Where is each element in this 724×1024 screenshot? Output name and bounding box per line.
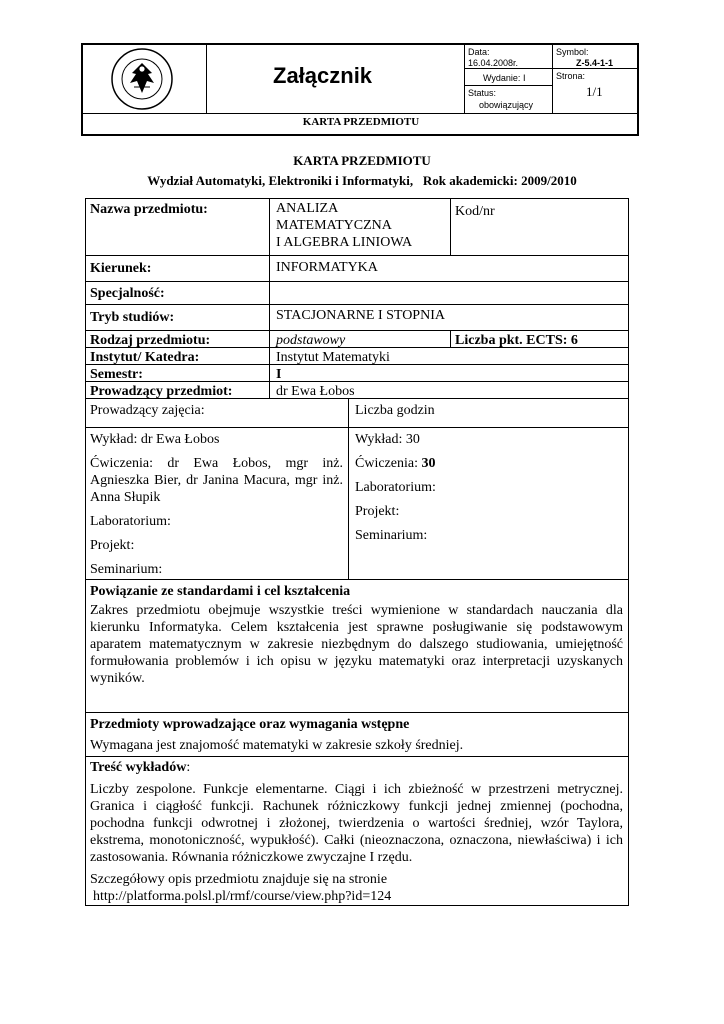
standards-title: Powiązanie ze standardami i cel kształcenia	[90, 584, 351, 599]
study-mode-label: Tryb studiów:	[90, 310, 175, 325]
details-note: Szczegółowy opis przedmiotu znajduje się na stronie	[90, 872, 388, 887]
date-value: 16.04.2008r.	[468, 58, 519, 68]
prerequisites-text: Wymagana jest znajomość matematyki w zakresie szkoły średniej.	[90, 738, 464, 753]
lecture-content-label-text: Treść wykładów	[90, 760, 187, 775]
project-instructors: Projekt:	[90, 538, 135, 553]
lecture-hours: Wykład: 30	[355, 432, 420, 447]
laboratory-hours: Laboratorium:	[355, 480, 436, 495]
course-name-line-2: MATEMATYCZNA	[276, 218, 392, 233]
course-type-label: Rodzaj przedmiotu:	[90, 333, 211, 348]
instructors-label: Prowadzący zajęcia:	[90, 403, 205, 418]
status-value: obowiązujący	[479, 100, 534, 110]
status-label: Status:	[468, 88, 497, 98]
lecturer-value: dr Ewa Łobos	[276, 384, 355, 399]
institute-value: Instytut Matematyki	[276, 350, 390, 365]
symbol-value: Z-5.4-1-1	[576, 58, 614, 68]
exercise-hours	[355, 455, 435, 472]
header-title: Załącznik	[273, 63, 373, 88]
ects-label: Liczba pkt. ECTS: 6	[455, 333, 578, 348]
specialization-label: Specjalność:	[90, 286, 165, 301]
document-header	[81, 43, 639, 136]
field-of-study-label	[90, 260, 151, 277]
lecturer-label: Prowadzący przedmiot:	[90, 384, 233, 399]
lecture-content-colon: :	[186, 760, 191, 775]
university-logo	[110, 47, 174, 111]
seminar-instructors: Seminarium:	[90, 562, 163, 577]
page-label: Strona:	[556, 71, 586, 81]
laboratory-instructors: Laboratorium:	[90, 514, 171, 529]
institute-label: Instytut/ Katedra:	[90, 350, 200, 365]
course-name-label: Nazwa przedmiotu:	[90, 202, 208, 217]
lecture-content-text: Liczby zespolone. Funkcje elementarne. Ciągi i ich zbieżność w przestrzeni metrycznej. Granica i ciągłość funkcji. Rachunek różniczkowy funkcji jednej zmiennej (pochodna, pochodna funkcji odwrotnej i złożonej, twierdzenia o wartości średniej, wzór Taylora, ekstrema, monotoniczność, wypukłość). Całki (nieoznaczona, oznaczona, niewłaściwa) i ich zastosowania. Równania różniczkowe zwyczajne I rzędu.	[90, 782, 623, 865]
header-subtitle: KARTA PRZEDMIOTU	[302, 116, 420, 128]
symbol-label: Symbol:	[556, 47, 589, 57]
course-type-value: podstawowy	[276, 333, 346, 348]
page-value: 1/1	[586, 84, 603, 99]
document-title: KARTA PRZEDMIOTU	[293, 153, 431, 168]
semester-label: Semestr:	[90, 367, 143, 382]
project-hours: Projekt:	[355, 504, 400, 519]
exercise-instructors: Ćwiczenia: dr Ewa Łobos, mgr inż. Agnieszka Bier, dr Janina Macura, mgr inż. Anna Słupik	[90, 456, 343, 505]
field-of-study-value: INFORMATYKA	[276, 260, 378, 275]
course-name-line-3: I ALGEBRA LINIOWA	[276, 235, 413, 250]
study-mode-value: STACJONARNE I STOPNIA	[276, 308, 445, 323]
semester-value: I	[276, 367, 282, 382]
field-of-study-label-text: Kierunek:	[90, 261, 152, 276]
exercise-hours-value: 30	[421, 456, 436, 471]
date-label: Data:	[468, 47, 490, 57]
seminar-hours: Seminarium:	[355, 528, 428, 543]
course-code-label: Kod/nr	[455, 204, 495, 219]
prerequisites-title: Przedmioty wprowadzające oraz wymagania wstępne	[90, 717, 410, 732]
faculty-line: Wydział Automatyki, Elektroniki i Informatyki, Rok akademicki: 2009/2010	[147, 173, 577, 188]
exercise-hours-label: Ćwiczenia:	[355, 456, 422, 471]
edition: Wydanie: I	[483, 73, 526, 83]
standards-text: Zakres przedmiotu obejmuje wszystkie treści wymienione w standardach nauczania dla kierunku Informatyka. Celem kształcenia jest sprawne posługiwanie się podstawowym aparatem matematycznym w zakresie niezbędnym do dalszego studiowania, umiejętność formułowania problemów i ich opisu w języku matematyki oraz interpretacji uzyskanych wyników.	[90, 603, 623, 686]
lecture-content-label	[90, 759, 190, 776]
course-url[interactable]: http://platforma.polsl.pl/rmf/course/view.php?id=124	[93, 889, 392, 904]
lecture-instructor: Wykład: dr Ewa Łobos	[90, 432, 220, 447]
course-name-line-1: ANALIZA	[276, 201, 339, 216]
hours-label: Liczba godzin	[355, 403, 435, 418]
